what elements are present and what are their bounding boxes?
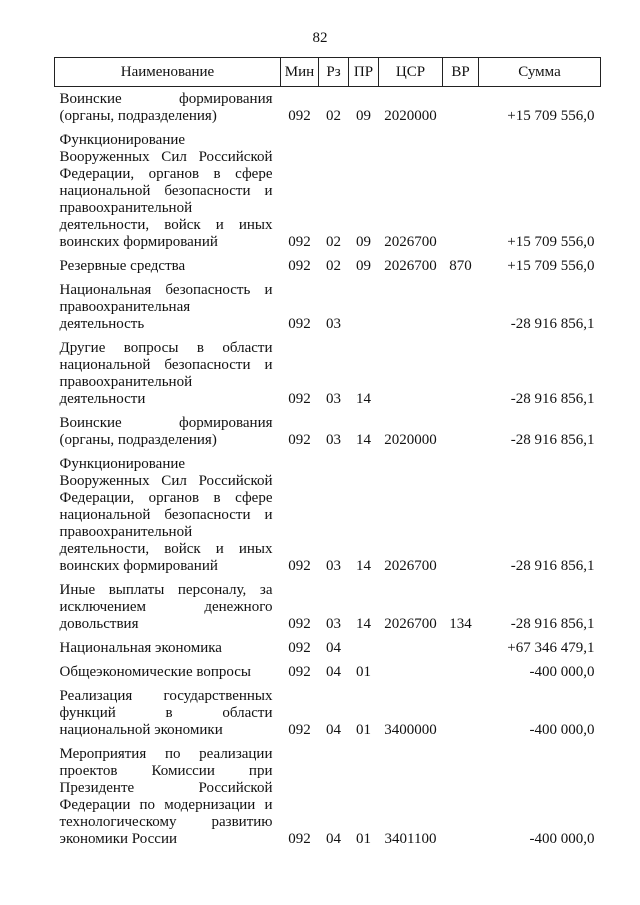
cell-name: Иные выплаты персоналу, за исключением денежного довольствия — [59, 582, 273, 632]
table-row — [55, 254, 601, 278]
cell-csr — [379, 336, 443, 411]
cell-vr — [443, 411, 479, 452]
cell-csr: 2026700 — [384, 258, 437, 274]
cell-name: Национальная экономика — [59, 640, 222, 656]
page-number: 82 — [312, 30, 328, 46]
cell-name: Функционирование Вооруженных Сил Российской Федерации, органов в сфере национальной безопасности и правоохранительной деятельности, войск и иных воинских формирований — [59, 456, 273, 574]
table-header-row — [55, 58, 601, 87]
cell-sum: +15 709 556,0 — [507, 234, 595, 250]
cell-rz: 03 — [326, 616, 341, 632]
cell-min: 092 — [288, 831, 311, 847]
cell-min: 092 — [288, 640, 311, 656]
header-rz: Рз — [319, 58, 349, 87]
cell-sum: +15 709 556,0 — [507, 108, 595, 124]
header-vr: ВР — [443, 58, 479, 87]
header-pr: ПР — [349, 58, 379, 87]
cell-name: Реализация государственных функций в области национальной экономики — [59, 688, 273, 738]
cell-vr — [443, 128, 479, 254]
cell-rz: 03 — [326, 316, 341, 332]
cell-name: Функционирование Вооруженных Сил Российской Федерации, органов в сфере национальной безопасности и правоохранительной деятельности, войск и иных воинских формирований — [59, 132, 273, 250]
header-sum: Сумма — [479, 58, 601, 87]
cell-rz: 04 — [326, 831, 341, 847]
cell-rz: 02 — [326, 258, 341, 274]
cell-min: 092 — [288, 558, 311, 574]
cell-name: Воинские формирования (органы, подразделения) — [59, 91, 273, 124]
table-row — [55, 636, 601, 660]
cell-pr — [349, 636, 379, 660]
cell-vr: 870 — [449, 258, 472, 274]
table-row — [55, 128, 601, 254]
table-row — [55, 278, 601, 336]
cell-rz: 02 — [326, 108, 341, 124]
table-row — [55, 660, 601, 684]
cell-min: 092 — [288, 391, 311, 407]
cell-min: 092 — [288, 664, 311, 680]
cell-vr — [443, 684, 479, 742]
cell-pr: 09 — [356, 258, 371, 274]
cell-sum: -28 916 856,1 — [510, 391, 595, 407]
cell-csr — [379, 278, 443, 336]
cell-csr: 3401100 — [384, 831, 437, 847]
cell-sum: -400 000,0 — [529, 722, 595, 738]
table-row — [55, 411, 601, 452]
cell-pr: 09 — [356, 234, 371, 250]
cell-min: 092 — [288, 108, 311, 124]
cell-rz: 03 — [326, 391, 341, 407]
header-min: Мин — [281, 58, 319, 87]
cell-rz: 04 — [326, 664, 341, 680]
cell-sum: -400 000,0 — [529, 664, 595, 680]
cell-csr — [379, 660, 443, 684]
cell-sum: -28 916 856,1 — [510, 558, 595, 574]
cell-sum: -400 000,0 — [529, 831, 595, 847]
cell-csr — [379, 636, 443, 660]
cell-min: 092 — [288, 432, 311, 448]
cell-vr — [443, 660, 479, 684]
cell-min: 092 — [288, 258, 311, 274]
cell-min: 092 — [288, 616, 311, 632]
cell-csr: 2026700 — [384, 558, 437, 574]
cell-vr — [443, 452, 479, 578]
cell-csr: 2026700 — [384, 616, 437, 632]
cell-pr: 09 — [356, 108, 371, 124]
header-csr: ЦСР — [379, 58, 443, 87]
cell-sum: +15 709 556,0 — [507, 258, 595, 274]
cell-min: 092 — [288, 316, 311, 332]
cell-vr — [443, 636, 479, 660]
header-name: Наименование — [55, 58, 281, 87]
cell-rz: 03 — [326, 558, 341, 574]
cell-rz: 02 — [326, 234, 341, 250]
cell-name: Общеэкономические вопросы — [59, 664, 251, 680]
cell-csr: 2020000 — [384, 108, 437, 124]
table-row — [55, 87, 601, 129]
cell-vr — [443, 336, 479, 411]
cell-csr: 3400000 — [384, 722, 437, 738]
cell-sum: -28 916 856,1 — [510, 616, 595, 632]
cell-min: 092 — [288, 234, 311, 250]
cell-name: Мероприятия по реализации проектов Комиссии при Президенте Российской Федерации по модернизации и технологическому развитию экономики России — [59, 746, 273, 847]
cell-pr: 01 — [356, 664, 371, 680]
table-row — [55, 452, 601, 578]
cell-pr: 14 — [356, 616, 371, 632]
cell-vr — [443, 278, 479, 336]
cell-sum: -28 916 856,1 — [510, 316, 595, 332]
cell-vr — [443, 742, 479, 851]
cell-vr — [443, 87, 479, 129]
table-row — [55, 336, 601, 411]
cell-name: Национальная безопасность и правоохранительная деятельность — [59, 282, 273, 332]
cell-sum: -28 916 856,1 — [510, 432, 595, 448]
cell-sum: +67 346 479,1 — [507, 640, 595, 656]
cell-pr: 14 — [356, 391, 371, 407]
cell-vr: 134 — [449, 616, 472, 632]
cell-rz: 03 — [326, 432, 341, 448]
table-row — [55, 742, 601, 851]
cell-rz: 04 — [326, 722, 341, 738]
cell-pr: 01 — [356, 722, 371, 738]
cell-pr: 14 — [356, 432, 371, 448]
cell-pr — [349, 278, 379, 336]
cell-name: Другие вопросы в области национальной безопасности и правоохранительной деятельности — [59, 340, 273, 407]
cell-csr: 2026700 — [384, 234, 437, 250]
cell-rz: 04 — [326, 640, 341, 656]
cell-name: Резервные средства — [59, 258, 186, 274]
cell-pr: 01 — [356, 831, 371, 847]
cell-name: Воинские формирования (органы, подразделения) — [59, 415, 273, 448]
table-row — [55, 684, 601, 742]
cell-csr: 2020000 — [384, 432, 437, 448]
cell-min: 092 — [288, 722, 311, 738]
budget-table — [54, 57, 601, 851]
table-row — [55, 578, 601, 636]
cell-pr: 14 — [356, 558, 371, 574]
